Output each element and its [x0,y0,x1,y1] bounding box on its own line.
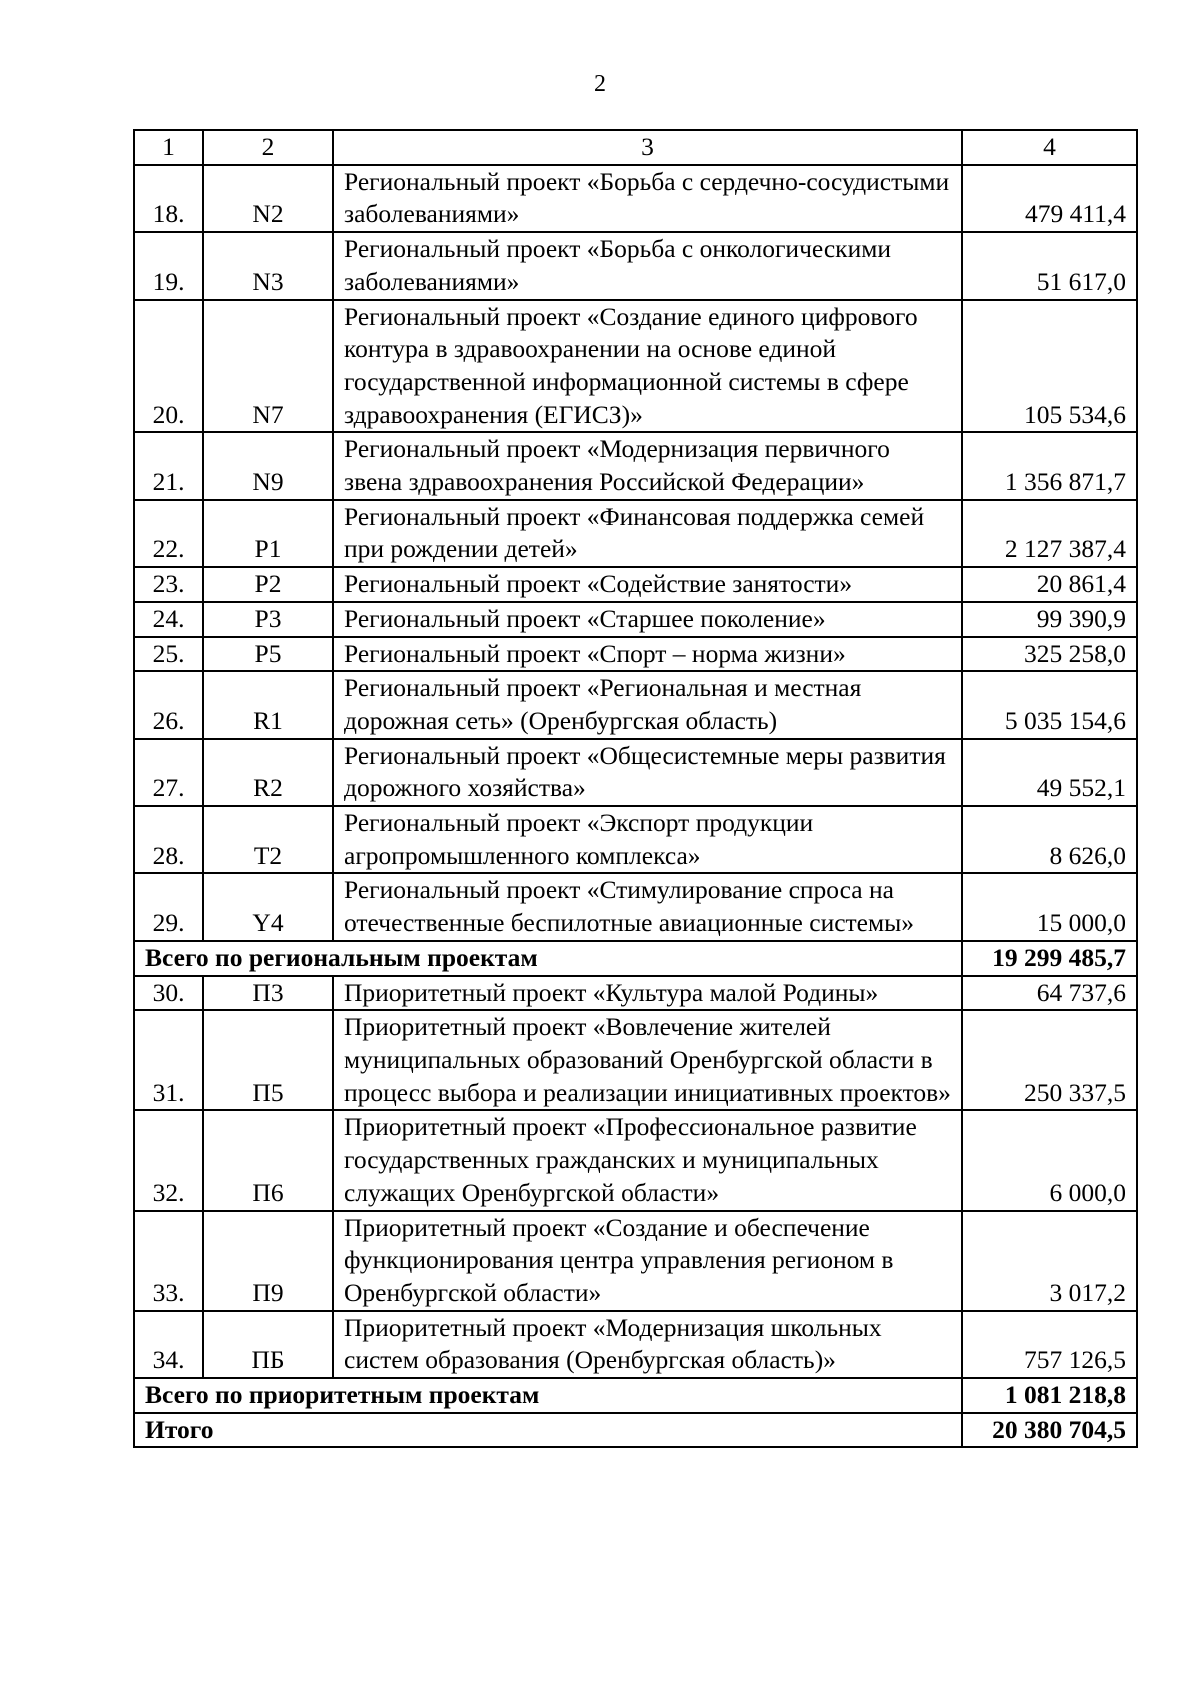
project-code: П5 [203,1010,333,1110]
project-amount: 64 737,6 [962,976,1137,1011]
project-name: Региональный проект «Стимулирование спроса на отечественные беспилотные авиационные системы» [333,873,962,940]
project-name: Региональный проект «Экспорт продукции агропромышленного комплекса» [333,806,962,873]
row-number: 26. [134,671,203,738]
project-code: R2 [203,739,333,806]
project-code: P3 [203,602,333,637]
regional-total-amount: 19 299 485,7 [962,941,1137,976]
project-code: P2 [203,567,333,602]
project-name: Региональный проект «Общесистемные меры развития дорожного хозяйства» [333,739,962,806]
table-row [134,165,1137,232]
project-amount: 479 411,4 [962,165,1137,232]
project-name: Приоритетный проект «Модернизация школьных систем образования (Оренбургская область)» [333,1311,962,1378]
project-amount: 15 000,0 [962,873,1137,940]
row-number: 34. [134,1311,203,1378]
project-amount: 325 258,0 [962,637,1137,672]
priority-total-label: Всего по приоритетным проектам [134,1378,962,1413]
project-amount: 105 534,6 [962,300,1137,433]
regional-total-row [134,941,1137,976]
project-amount: 8 626,0 [962,806,1137,873]
project-code: T2 [203,806,333,873]
row-number: 30. [134,976,203,1011]
table-row [134,637,1137,672]
project-amount: 5 035 154,6 [962,671,1137,738]
column-header: 4 [962,130,1137,165]
project-name: Региональный проект «Финансовая поддержка семей при рождении детей» [333,500,962,567]
row-number: 22. [134,500,203,567]
project-code: П3 [203,976,333,1011]
project-code: N7 [203,300,333,433]
project-amount: 757 126,5 [962,1311,1137,1378]
project-name: Региональный проект «Создание единого цифрового контура в здравоохранении на основе единой государственной информационной системы в сфере здравоохранения (ЕГИСЗ)» [333,300,962,433]
row-number: 21. [134,432,203,499]
row-number: 18. [134,165,203,232]
project-name: Приоритетный проект «Вовлечение жителей муниципальных образований Оренбургской области в процесс выбора и реализации инициативных проектов» [333,1010,962,1110]
table-row [134,300,1137,433]
table-row [134,1211,1137,1311]
project-amount: 49 552,1 [962,739,1137,806]
priority-total-row [134,1378,1137,1413]
project-amount: 20 861,4 [962,567,1137,602]
project-code: П6 [203,1110,333,1210]
project-code: П9 [203,1211,333,1311]
row-number: 31. [134,1010,203,1110]
grand-total-amount: 20 380 704,5 [962,1413,1137,1448]
project-code: R1 [203,671,333,738]
project-amount: 1 356 871,7 [962,432,1137,499]
grand-total-row [134,1413,1137,1448]
table-row [134,739,1137,806]
project-name: Региональный проект «Региональная и местная дорожная сеть» (Оренбургская область) [333,671,962,738]
table-row [134,232,1137,299]
priority-total-amount: 1 081 218,8 [962,1378,1137,1413]
table-row [134,602,1137,637]
table-row [134,500,1137,567]
table-row [134,432,1137,499]
row-number: 25. [134,637,203,672]
table-row [134,1110,1137,1210]
table-row [134,567,1137,602]
column-header: 2 [203,130,333,165]
project-amount: 6 000,0 [962,1110,1137,1210]
project-amount: 250 337,5 [962,1010,1137,1110]
project-name: Приоритетный проект «Создание и обеспечение функционирования центра управления регионом в Оренбургской области» [333,1211,962,1311]
row-number: 28. [134,806,203,873]
project-code: N3 [203,232,333,299]
project-code: P1 [203,500,333,567]
table-header-row [134,130,1137,165]
project-amount: 2 127 387,4 [962,500,1137,567]
project-name: Региональный проект «Спорт – норма жизни» [333,637,962,672]
project-code: Y4 [203,873,333,940]
row-number: 32. [134,1110,203,1210]
project-code: ПБ [203,1311,333,1378]
table-row [134,1010,1137,1110]
row-number: 20. [134,300,203,433]
project-name: Региональный проект «Старшее поколение» [333,602,962,637]
page-number: 2 [594,71,606,97]
row-number: 19. [134,232,203,299]
table-row [134,806,1137,873]
project-name: Региональный проект «Содействие занятости» [333,567,962,602]
regional-total-label: Всего по региональным проектам [134,941,962,976]
budget-table [133,129,1138,1448]
table-row [134,873,1137,940]
row-number: 29. [134,873,203,940]
project-name: Приоритетный проект «Культура малой Родины» [333,976,962,1011]
project-code: P5 [203,637,333,672]
table-row [134,1311,1137,1378]
table-row [134,671,1137,738]
row-number: 23. [134,567,203,602]
project-amount: 51 617,0 [962,232,1137,299]
column-header: 3 [333,130,962,165]
project-name: Региональный проект «Модернизация первичного звена здравоохранения Российской Федерации» [333,432,962,499]
project-name: Приоритетный проект «Профессиональное развитие государственных гражданских и муниципальных служащих Оренбургской области» [333,1110,962,1210]
grand-total-label: Итого [134,1413,962,1448]
table-row [134,976,1137,1011]
project-code: N9 [203,432,333,499]
row-number: 27. [134,739,203,806]
row-number: 24. [134,602,203,637]
project-name: Региональный проект «Борьба с онкологическими заболеваниями» [333,232,962,299]
column-header: 1 [134,130,203,165]
project-amount: 3 017,2 [962,1211,1137,1311]
project-amount: 99 390,9 [962,602,1137,637]
project-name: Региональный проект «Борьба с сердечно-сосудистыми заболеваниями» [333,165,962,232]
row-number: 33. [134,1211,203,1311]
project-code: N2 [203,165,333,232]
